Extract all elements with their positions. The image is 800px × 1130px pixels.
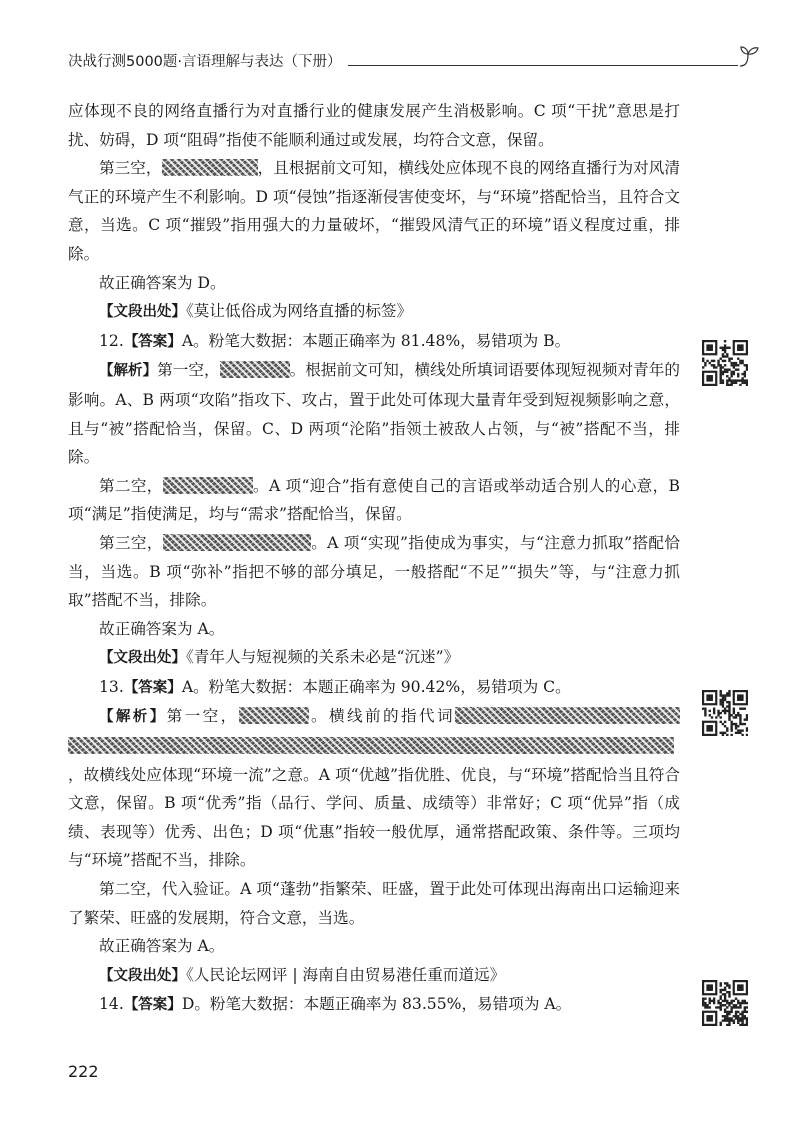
answer-line: 故正确答案为 A。 xyxy=(99,937,225,956)
qr-code-icon[interactable] xyxy=(702,340,748,386)
paragraph: 第二空，代入验证。A 项“蓬勃”指繁荣、旺盛，置于此处可体现出海南出口运输迎来了繁荣、旺盛的发展期，符合文意，当选。 xyxy=(68,880,680,927)
answer-line: 故正确答案为 D。 xyxy=(99,273,226,292)
paragraph: 第三空， 。A 项“实现”指使成为事实，与“注意力抓取”搭配恰当，当选。B 项“弥补”指把不够的部分填足，一般搭配“不足”“损失”等，与“注意力抓取”搭配不当，排除。 xyxy=(68,533,680,610)
question-14-answer: 14.【答案】D。粉笔大数据：本题正确率为 83.55%，易错项为 A。 xyxy=(99,995,572,1014)
page-number: 222 xyxy=(68,1062,99,1081)
redacted-text xyxy=(163,534,311,551)
redacted-text xyxy=(68,737,674,754)
source-line: 【文段出处】《青年人与短视频的关系未必是“沉迷”》 xyxy=(99,648,460,667)
question-13-answer: 13.【答案】A。粉笔大数据：本题正确率为 90.42%，易错项为 C。 xyxy=(99,677,571,696)
page-body xyxy=(68,97,680,1020)
redacted-text xyxy=(162,159,258,176)
redacted-text xyxy=(220,361,290,378)
paragraph: 第三空， ，且根据前文可知，横线处应体现不良的网络直播行为对风清气正的环境产生不利影响。D 项“侵蚀”指逐渐侵害使变坏，与“环境”搭配恰当，且符合文意，当选。C 项“摧毁”指用强大的力量破坏，“摧毁风清气正的环境”语义程度过重，排除。 xyxy=(68,159,680,263)
qr-code-icon[interactable] xyxy=(702,980,748,1026)
question-13-analysis: 【解析】第一空， 。横线前的指代词，故横线处应体现“环境一流”之意。A 项“优越”指优胜、优良，与“环境”搭配恰当且符合文意，保留。B 项“优秀”指（品行、学问、质量、成绩等）非常好；C 项“优异”指（成绩、表现等）优秀、出色；D 项“优惠”指较一般优厚，通常搭配政策、条件等。三项均与“环境”搭配不当，排除。 xyxy=(68,707,680,870)
question-12-analysis: 【解析】第一空， 。根据前文可知，横线处所填词语要体现短视频对青年的影响。A、B 两项“攻陷”指攻下、攻占，置于此处可体现大量青年受到短视频影响之意，且与“被”搭配恰当，保留。C、D 两项“沦陷”指领土被敌人占领，与“被”搭配不当，排除。 xyxy=(68,361,680,467)
redacted-text xyxy=(239,707,309,724)
source-line: 【文段出处】《莫让低俗成为网络直播的标签》 xyxy=(99,302,413,321)
redacted-text xyxy=(163,477,253,494)
page-header xyxy=(68,50,758,78)
sprout-icon xyxy=(736,44,760,70)
redacted-text xyxy=(455,707,680,724)
question-12-answer: 12.【答案】A。粉笔大数据：本题正确率为 81.48%，易错项为 B。 xyxy=(99,331,571,350)
qr-code-icon[interactable] xyxy=(702,690,748,736)
book-title: 决战行测5000题·言语理解与表达（下册） xyxy=(68,54,342,70)
source-line: 【文段出处】《人民论坛网评 | 海南自由贸易港任重而道远》 xyxy=(99,965,506,984)
paragraph: 应体现不良的网络直播行为对直播行业的健康发展产生消极影响。C 项“干扰”意思是打扰、妨碍，D 项“阻碍”指使不能顺利通过或发展，均符合文意，保留。 xyxy=(68,102,680,149)
answer-line: 故正确答案为 A。 xyxy=(99,619,225,638)
header-rule xyxy=(348,65,738,66)
paragraph: 第二空， 。A 项“迎合”指有意使自己的言语或举动适合别人的心意，B 项“满足”指使满足，均与“需求”搭配恰当，保留。 xyxy=(68,476,680,524)
